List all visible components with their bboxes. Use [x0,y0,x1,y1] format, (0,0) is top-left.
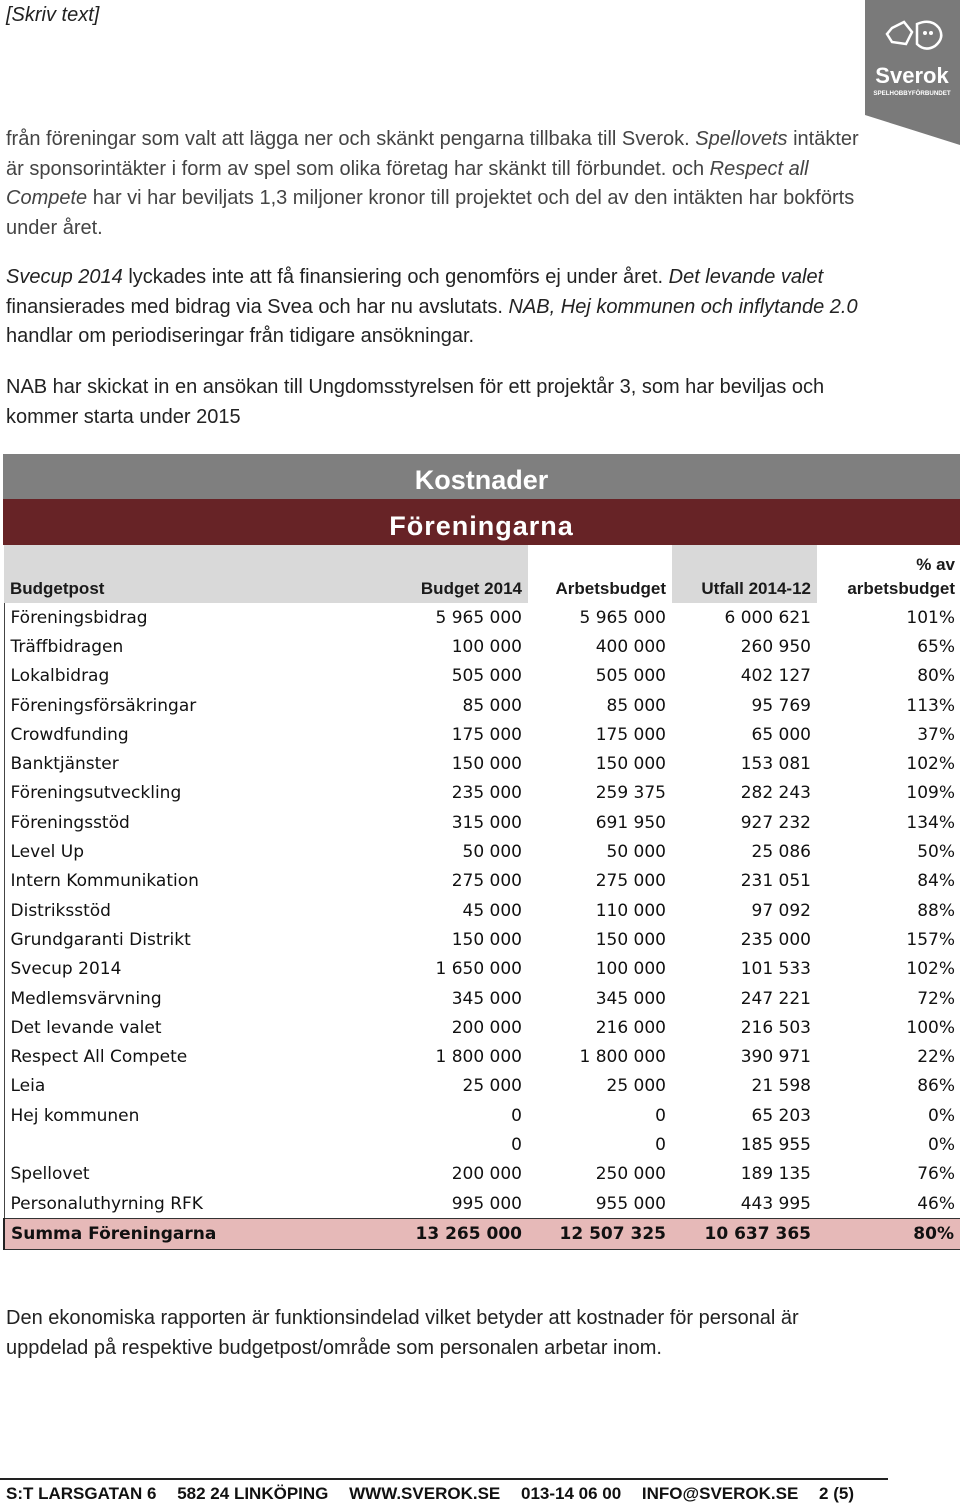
cell-budgetpost: Medlemsvärvning [4,984,244,1013]
cell-budget-2014: 1 800 000 [435,1047,522,1068]
cell-utfall: 247 221 [740,988,811,1009]
table-row [4,808,960,837]
total-cell-budgetpost: Summa Föreningarna [4,1219,244,1250]
cell-budgetpost: Distriksstöd [4,896,244,925]
cell-procent: 100% [906,1017,955,1038]
paragraph-funktionsindelad [6,1304,876,1363]
table-row [4,1130,960,1159]
cell-utfall: 231 051 [740,871,811,892]
cell-budgetpost: Träffbidragen [4,632,244,661]
footer-web-link[interactable]: WWW.SVEROK.SE [349,1484,501,1503]
footer-page-number: 2 (5) [819,1484,855,1503]
cell-budget-2014: 235 000 [451,783,522,804]
table-row [4,749,960,778]
cell-budgetpost: Grundgaranti Distrikt [4,925,244,954]
cell-budget-2014: 25 000 [462,1076,522,1097]
cell-arbetsbudget: 505 000 [595,666,666,687]
table-row [4,955,960,984]
col-header-procent: % av arbetsbudget [817,545,960,603]
text-run: Respect all Compete [6,157,809,209]
cell-arbetsbudget: 0 [655,1105,666,1126]
cell-budgetpost: Level Up [4,837,244,866]
total-row [4,1219,960,1250]
cell-utfall: 153 081 [740,754,811,775]
cell-procent: 72% [917,988,955,1009]
total-cell-utfall: 10 637 365 [672,1219,817,1250]
table-row [4,984,960,1013]
cell-budgetpost: Föreningsstöd [4,808,244,837]
text-run: NAB, Hej kommunen och inflytande 2.0 [508,295,858,318]
cell-budget-2014: 50 000 [462,842,522,863]
cell-budget-2014: 200 000 [451,1017,522,1038]
paragraph-intakter [6,125,876,243]
cell-budgetpost: Crowdfunding [4,720,244,749]
cell-budget-2014: 275 000 [451,871,522,892]
cell-utfall: 21 598 [751,1076,811,1097]
cell-arbetsbudget: 150 000 [595,929,666,950]
cell-procent: 65% [917,636,955,657]
cell-arbetsbudget: 691 950 [595,812,666,833]
cell-arbetsbudget: 100 000 [595,959,666,980]
table-row [4,779,960,808]
cell-arbetsbudget: 85 000 [606,695,666,716]
cell-procent: 102% [906,754,955,775]
table-row [4,1160,960,1189]
cell-procent: 80% [917,666,955,687]
paragraph-nab [6,373,876,432]
table-row [4,1042,960,1071]
table-row [4,1072,960,1101]
cell-arbetsbudget: 400 000 [595,636,666,657]
cell-arbetsbudget: 275 000 [595,871,666,892]
footer [6,1484,870,1504]
table-row [4,603,960,632]
table-row [4,1013,960,1042]
paragraph-projekt [6,263,876,352]
cell-utfall: 402 127 [740,666,811,687]
cell-arbetsbudget: 0 [655,1134,666,1155]
cell-procent: 102% [906,959,955,980]
cell-procent: 46% [917,1193,955,1214]
cell-budget-2014: 315 000 [451,812,522,833]
cell-budget-2014: 150 000 [451,929,522,950]
total-cell-budget-2014: 13 265 000 [244,1219,528,1250]
cell-budget-2014: 0 [511,1134,522,1155]
cell-arbetsbudget: 50 000 [606,842,666,863]
cell-utfall: 260 950 [740,636,811,657]
table-row [4,837,960,866]
col-header-budget-2014: Budget 2014 [244,545,528,603]
table-row [4,896,960,925]
cell-budget-2014: 100 000 [451,636,522,657]
text-run: Den ekonomiska rapporten är funktionsindelad vilket betyder att kostnader för personal är uppdelad på respektive budgetpost/område som personalen arbetar inom. [6,1307,799,1359]
cell-procent: 0% [928,1134,955,1155]
cell-budgetpost: Föreningsbidrag [4,603,244,632]
cell-arbetsbudget: 1 800 000 [579,1047,666,1068]
cell-procent: 0% [928,1105,955,1126]
cell-budgetpost: Banktjänster [4,749,244,778]
cell-procent: 86% [917,1076,955,1097]
cell-procent: 109% [906,783,955,804]
text-run: finansierades med bidrag via Svea och har nu avslutats. [6,295,509,318]
text-run: intäkter är sponsorintäkter i form av spel som olika företag har skänkt till förbundet. och [6,128,859,180]
text-run: lyckades inte att få finansiering och genomförs ej under året. [122,266,669,288]
cell-arbetsbudget: 259 375 [595,783,666,804]
cell-arbetsbudget: 216 000 [595,1017,666,1038]
cell-utfall: 25 086 [751,842,811,863]
cell-arbetsbudget: 110 000 [595,900,666,921]
text-run: från föreningar som valt att lägga ner och skänkt pengarna tillbaka till Sverok. [6,128,696,150]
cell-budget-2014: 150 000 [451,754,522,775]
footer-postal: 582 24 LINKÖPING [177,1484,329,1503]
col-header-budgetpost: Budgetpost [4,545,244,603]
cell-budget-2014: 175 000 [451,724,522,745]
cell-budget-2014: 5 965 000 [435,607,522,628]
col-header-utfall: Utfall 2014-12 [672,545,817,603]
text-run: Spellovets [695,128,788,150]
total-cell-arbetsbudget: 12 507 325 [528,1219,672,1250]
cell-budgetpost: Föreningsförsäkringar [4,691,244,720]
cell-budgetpost: Leia [4,1072,244,1101]
footer-email-link[interactable]: INFO@SVEROK.SE [641,1484,799,1503]
cell-budgetpost: Svecup 2014 [4,955,244,984]
cell-procent: 157% [906,929,955,950]
text-run: NAB har skickat in en ansökan till Ungdomsstyrelsen för ett projektår 3, som har beviljas och kommer starta under 2015 [6,376,825,428]
table-row [4,632,960,661]
logo-wordmark: Sverok [875,63,949,88]
cell-utfall: 65 203 [751,1105,811,1126]
logo-tagline: SPELHOBBYFÖRBUNDET [873,90,951,97]
cell-arbetsbudget: 5 965 000 [579,607,666,628]
cell-utfall: 97 092 [751,900,811,921]
cell-procent: 50% [917,842,955,863]
cell-utfall: 390 971 [740,1047,811,1068]
cell-budgetpost: Intern Kommunikation [4,867,244,896]
cell-utfall: 185 955 [740,1134,811,1155]
cell-budget-2014: 85 000 [462,695,522,716]
cell-budget-2014: 995 000 [451,1193,522,1214]
cell-utfall: 6 000 621 [724,607,811,628]
footer-address: S:T LARSGATAN 6 [6,1484,157,1503]
cell-procent: 22% [917,1047,955,1068]
cell-budgetpost: Spellovet [4,1160,244,1189]
cell-procent: 76% [917,1164,955,1185]
cell-utfall: 927 232 [740,812,811,833]
cell-utfall: 65 000 [751,724,811,745]
table-row [4,1189,960,1219]
cell-arbetsbudget: 150 000 [595,754,666,775]
cell-procent: 84% [917,871,955,892]
cell-budgetpost: Lokalbidrag [4,662,244,691]
col-header-arbetsbudget: Arbetsbudget [528,545,672,603]
cell-arbetsbudget: 250 000 [595,1164,666,1185]
table-header-row [4,545,960,603]
cell-procent: 37% [917,724,955,745]
text-run: Det levande valet [668,266,824,288]
cell-procent: 101% [906,607,955,628]
cell-arbetsbudget: 345 000 [595,988,666,1009]
cell-budget-2014: 45 000 [462,900,522,921]
cell-arbetsbudget: 955 000 [595,1193,666,1214]
cost-table [3,545,960,1250]
cell-budgetpost: Respect All Compete [4,1042,244,1071]
total-cell-procent: 80% [817,1219,960,1250]
table-row [4,691,960,720]
cell-utfall: 443 995 [740,1193,811,1214]
cell-procent: 88% [917,900,955,921]
text-run: Svecup 2014 [6,266,123,288]
cell-utfall: 235 000 [740,929,811,950]
cell-budgetpost: Det levande valet [4,1013,244,1042]
cost-table-section [3,454,960,1250]
cell-budget-2014: 345 000 [451,988,522,1009]
cell-arbetsbudget: 25 000 [606,1076,666,1097]
header-placeholder: [Skriv text] [6,4,100,26]
cell-budgetpost: Hej kommunen [4,1101,244,1130]
cell-utfall: 101 533 [740,959,811,980]
footer-divider [0,1478,888,1480]
cell-procent: 134% [906,812,955,833]
text-run: har vi har beviljats 1,3 miljoner kronor till projektet och del av den intäkten har bokförts under året. [6,187,855,239]
cell-utfall: 189 135 [740,1164,811,1185]
table-row [4,1101,960,1130]
table-row [4,925,960,954]
footer-phone: 013-14 06 00 [520,1484,622,1503]
cell-utfall: 216 503 [740,1017,811,1038]
cell-budget-2014: 0 [511,1105,522,1126]
table-row [4,867,960,896]
table-row [4,720,960,749]
cell-budget-2014: 1 650 000 [435,959,522,980]
cell-utfall: 282 243 [740,783,811,804]
text-run: handlar om periodiseringar från tidigare ansökningar. [6,325,475,347]
table-title: Kostnader [3,454,960,499]
cell-budget-2014: 505 000 [451,666,522,687]
cell-utfall: 95 769 [751,695,811,716]
cell-budgetpost [4,1130,244,1159]
table-row [4,662,960,691]
cell-budgetpost: Personaluthyrning RFK [4,1189,244,1219]
sverok-logo [865,0,960,145]
cell-budget-2014: 200 000 [451,1164,522,1185]
cell-arbetsbudget: 175 000 [595,724,666,745]
table-subtitle: Föreningarna [3,499,960,545]
cell-budgetpost: Föreningsutveckling [4,779,244,808]
cell-procent: 113% [906,695,955,716]
